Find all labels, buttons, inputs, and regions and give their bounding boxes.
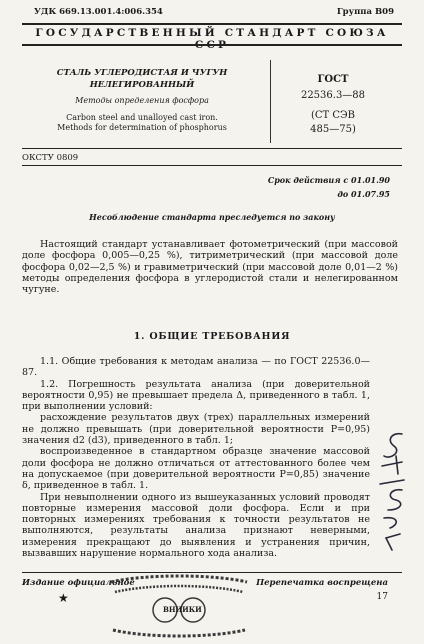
page-number: 17 — [376, 592, 388, 602]
intro-paragraph: Настоящий стандарт устанавливает фотометрический (при массовой доле фосфора 0,005—0,25 %), титриметрический (при массовой доле фосфора 0,02—2,5 %) и гравиметрический (при массовой доле 0,01—2 %) методы определения фосфора в углеродистой стали и нелегированном чугуне. — [22, 239, 398, 296]
intro-block — [22, 239, 398, 295]
okstu-bottom-rule — [22, 165, 402, 166]
okstu-code: ОКСТУ 0809 — [22, 153, 79, 163]
gost-number: 22536.3—88 — [300, 90, 366, 101]
title-line-1: СТАЛЬ УГЛЕРОДИСТАЯ И ЧУГУН — [56, 68, 228, 78]
title-divider — [270, 60, 271, 143]
paragraph-1-1: 1.1. Общие требования к методам анализа — по ГОСТ 22536.0—87. — [22, 356, 370, 379]
paragraph-condition-2: воспроизведенное в стандартном образце значение массовой доли фосфора не должно отличаться от аттестованного более чем на допускаемое (при доверительной вероятности P=0,85) значение δ, приведенное в табл. 1. — [22, 446, 370, 492]
heading-rule — [22, 44, 402, 46]
star-icon: ★ — [58, 591, 69, 605]
subtitle: Методы определения фосфора — [75, 96, 209, 105]
english-title-line-2: Methods for determination of phosphorus — [57, 123, 227, 132]
english-title-line-1: Carbon steel and unalloyed cast iron. — [66, 113, 218, 122]
gos-standard-heading: ГОСУДАРСТВЕННЫЙ СТАНДАРТ СОЮЗА ССР — [35, 27, 389, 51]
top-rule — [22, 23, 402, 25]
st-sev-number: 485—75) — [310, 124, 356, 135]
paragraph-repeat: При невыполнении одного из вышеуказанных условий проводят повторные измерения массовой доли фосфора. Если и при повторных измерениях требования к точности результатов не выполняются, результаты анализа признают неверными, измерения прекращают до выявления и устранения причин, вызвавших нарушение нормального хода анализа. — [22, 491, 370, 560]
handwritten-date-annotation — [372, 426, 416, 556]
validity-start: Срок действия с 01.01.90 — [267, 175, 390, 185]
okstu-rule — [22, 148, 402, 149]
law-note: Несоблюдение стандарта преследуется по закону — [89, 212, 335, 222]
section-1-body — [22, 356, 370, 559]
gost-label: ГОСТ — [317, 74, 349, 85]
title-line-2: НЕЛЕГИРОВАННЫЙ — [89, 80, 195, 90]
paragraph-1-2: 1.2. Погрешность результата анализа (при доверительной вероятности 0,95) не превышает предела Δ, приведенного в табл. 1, при выполнении условий: — [22, 378, 370, 413]
st-sev: (СТ СЭВ — [310, 110, 356, 121]
validity-end: до 01.07.95 — [337, 189, 390, 199]
stamp-label: ВНИИКИ — [163, 605, 202, 614]
reprint-forbidden: Перепечатка воспрещена — [256, 578, 388, 588]
official-edition: Издание официальное — [22, 578, 135, 588]
paragraph-condition-1: расхождение результатов двух (трех) параллельных измерений не должно превышать (при доверительной вероятности P=0,95) значения d2 (d3), приведенного в табл. 1; — [22, 412, 370, 447]
section-1-title: 1. ОБЩИЕ ТРЕБОВАНИЯ — [133, 331, 291, 342]
udk-code: УДК 669.13.001.4:006.354 — [34, 7, 163, 17]
group-code: Группа В09 — [336, 7, 394, 17]
